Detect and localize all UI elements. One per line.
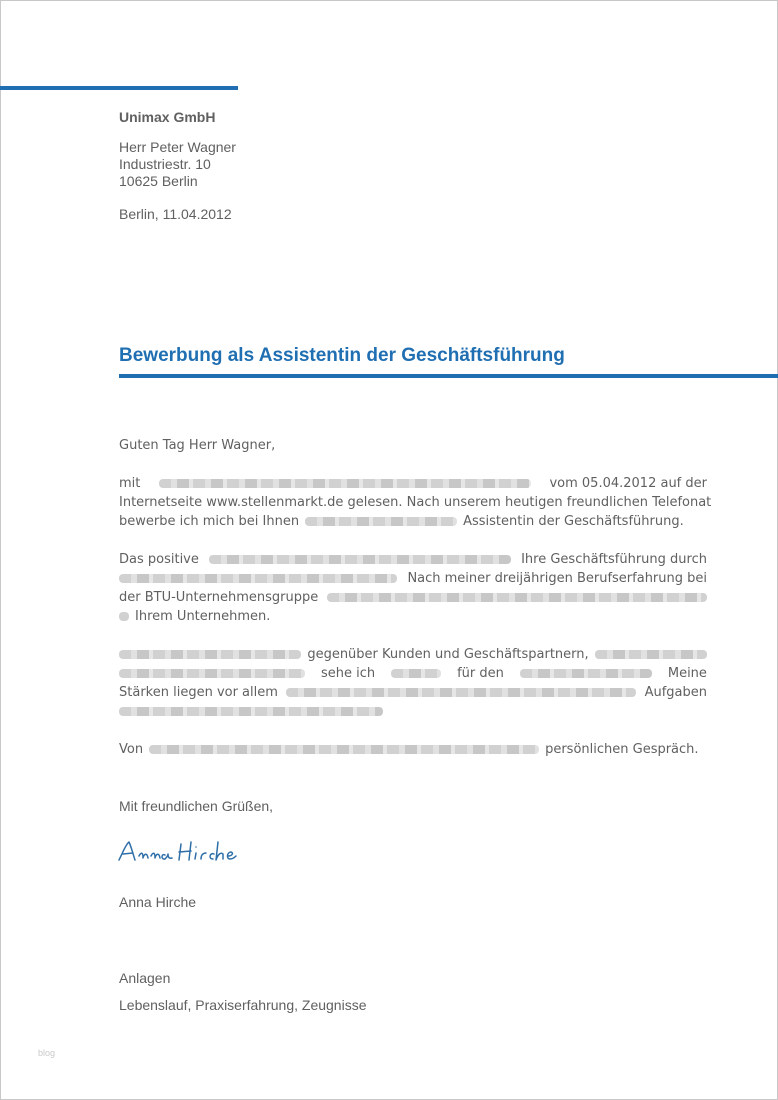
paragraph-3-line-3 (119, 683, 707, 702)
p3-l3-end: Aufgaben (644, 685, 707, 700)
p3-l2-end: Meine (667, 666, 707, 681)
paragraph-3 (119, 645, 707, 721)
p1-l3-start: bewerbe ich mich bei Ihnen (119, 514, 300, 529)
paragraph-2-line-4 (119, 607, 707, 626)
attachments-list: Lebenslauf, Praxiserfahrung, Zeugnisse (119, 997, 367, 1013)
redacted-text (391, 669, 441, 678)
p3-l2-mid2: für den (457, 666, 504, 681)
paragraph-1-line-1 (119, 474, 707, 493)
p2-l4-end: Ihrem Unternehmen. (135, 609, 271, 624)
recipient-street: Industriestr. 10 (119, 156, 211, 172)
attachments-title: Anlagen (119, 970, 171, 986)
redacted-text (149, 745, 539, 754)
paragraph-4-line-1 (119, 740, 707, 759)
recipient-city: 10625 Berlin (119, 173, 198, 189)
subject-heading: Bewerbung als Assistentin der Geschäftsführung (119, 345, 565, 366)
redacted-text (327, 593, 707, 602)
p1-l3-end: Assistentin der Geschäftsführung. (463, 514, 684, 529)
sender-company: Unimax GmbH (119, 109, 216, 125)
p2-l1-start: Das positive (119, 552, 199, 567)
paragraph-2-line-1 (119, 550, 707, 569)
closing-line: Mit freundlichen Grüßen, (119, 798, 274, 814)
p2-l3-start: der BTU-Unternehmensgruppe (119, 590, 319, 605)
redacted-text (209, 555, 511, 564)
p2-l2-end: Nach meiner dreijährigen Berufserfahrung bei (407, 571, 707, 586)
paragraph-1-line-2 (119, 493, 712, 512)
greeting: Guten Tag Herr Wagner, (119, 438, 276, 453)
signer-name: Anna Hirche (119, 894, 197, 910)
paragraph-3-line-1 (119, 645, 707, 664)
subject-underline-rule (119, 374, 778, 378)
p4-l1-start: Von (119, 742, 144, 757)
redacted-text (159, 479, 531, 488)
watermark-text: blog (38, 1048, 56, 1058)
paragraph-3-line-2 (119, 664, 707, 683)
paragraph-1 (119, 474, 712, 531)
p2-l1-end: Ihre Geschäftsführung durch (521, 552, 707, 567)
paragraph-2-line-3 (119, 588, 707, 607)
letter-body (119, 436, 712, 778)
redacted-text (286, 688, 636, 697)
redacted-text (119, 612, 129, 621)
redacted-text (305, 517, 457, 526)
p1-l1-end: vom 05.04.2012 auf der (549, 476, 707, 491)
p3-l3-start: Stärken liegen vor allem (119, 685, 278, 700)
redacted-text (520, 669, 652, 678)
paragraph-3-line-4 (119, 702, 707, 721)
redacted-text (595, 650, 707, 659)
paragraph-1-line-3 (119, 512, 707, 531)
p1-l2: Internetseite www.stellenmarkt.de gelesen. Nach unserem heutigen freundlichen Telefonat (119, 495, 712, 510)
paragraph-2-line-2 (119, 569, 707, 588)
paragraph-4 (119, 740, 707, 759)
p3-l2-mid1: sehe ich (320, 666, 376, 681)
handwritten-signature (117, 834, 249, 868)
recipient-name: Herr Peter Wagner (119, 139, 236, 155)
recipient-address (119, 139, 236, 190)
redacted-text (119, 669, 305, 678)
paragraph-2 (119, 550, 707, 626)
redacted-text (119, 650, 301, 659)
date-line: Berlin, 11.04.2012 (119, 206, 232, 222)
redacted-text (119, 707, 383, 716)
p1-l1-start: mit (119, 476, 141, 491)
p3-l1-mid: gegenüber Kunden und Geschäftspartnern, (307, 647, 589, 662)
redacted-text (119, 574, 397, 583)
header-accent-rule (0, 86, 238, 90)
p4-l1-end: persönlichen Gespräch. (545, 742, 699, 757)
